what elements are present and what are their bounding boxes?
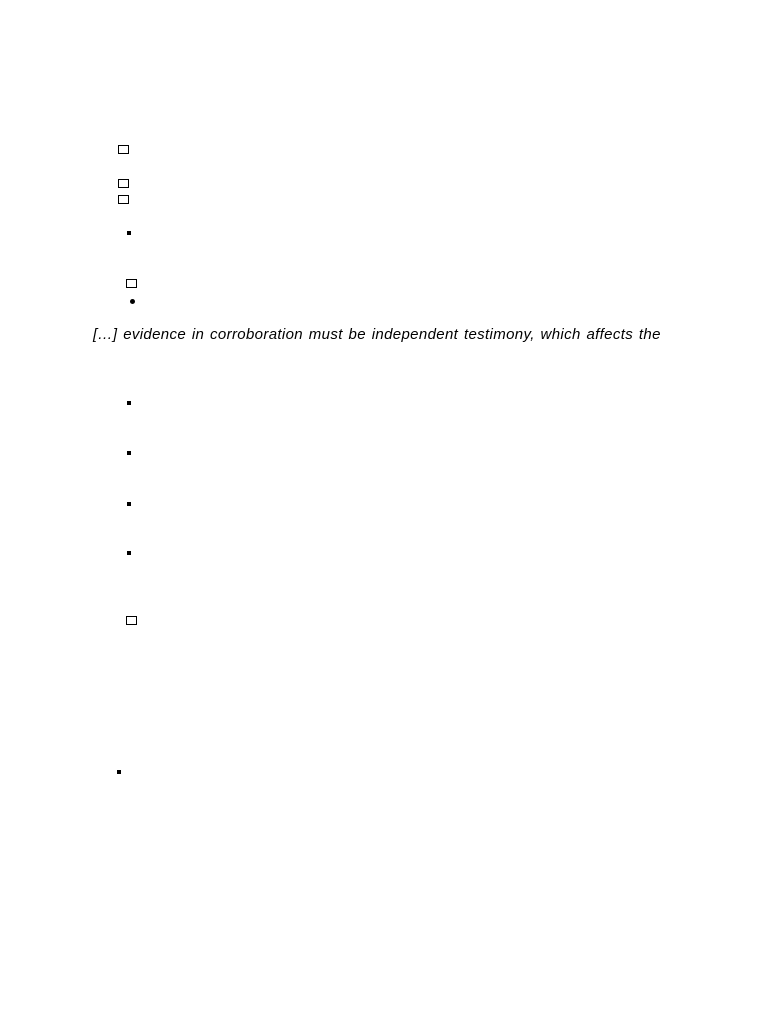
square-bullet-icon [127,451,131,455]
round-bullet-icon [130,299,135,304]
checkbox-bullet-icon [118,195,129,204]
square-bullet-icon [127,502,131,506]
checkbox-bullet-icon [118,145,129,154]
checkbox-bullet-icon [118,179,129,188]
square-bullet-icon [127,551,131,555]
square-bullet-icon [117,770,121,774]
checkbox-bullet-icon [126,279,137,288]
square-bullet-icon [127,401,131,405]
square-bullet-icon [127,231,131,235]
checkbox-bullet-icon [126,616,137,625]
quote-text: […] evidence in corroboration must be independent testimony, which affects the [93,326,661,343]
